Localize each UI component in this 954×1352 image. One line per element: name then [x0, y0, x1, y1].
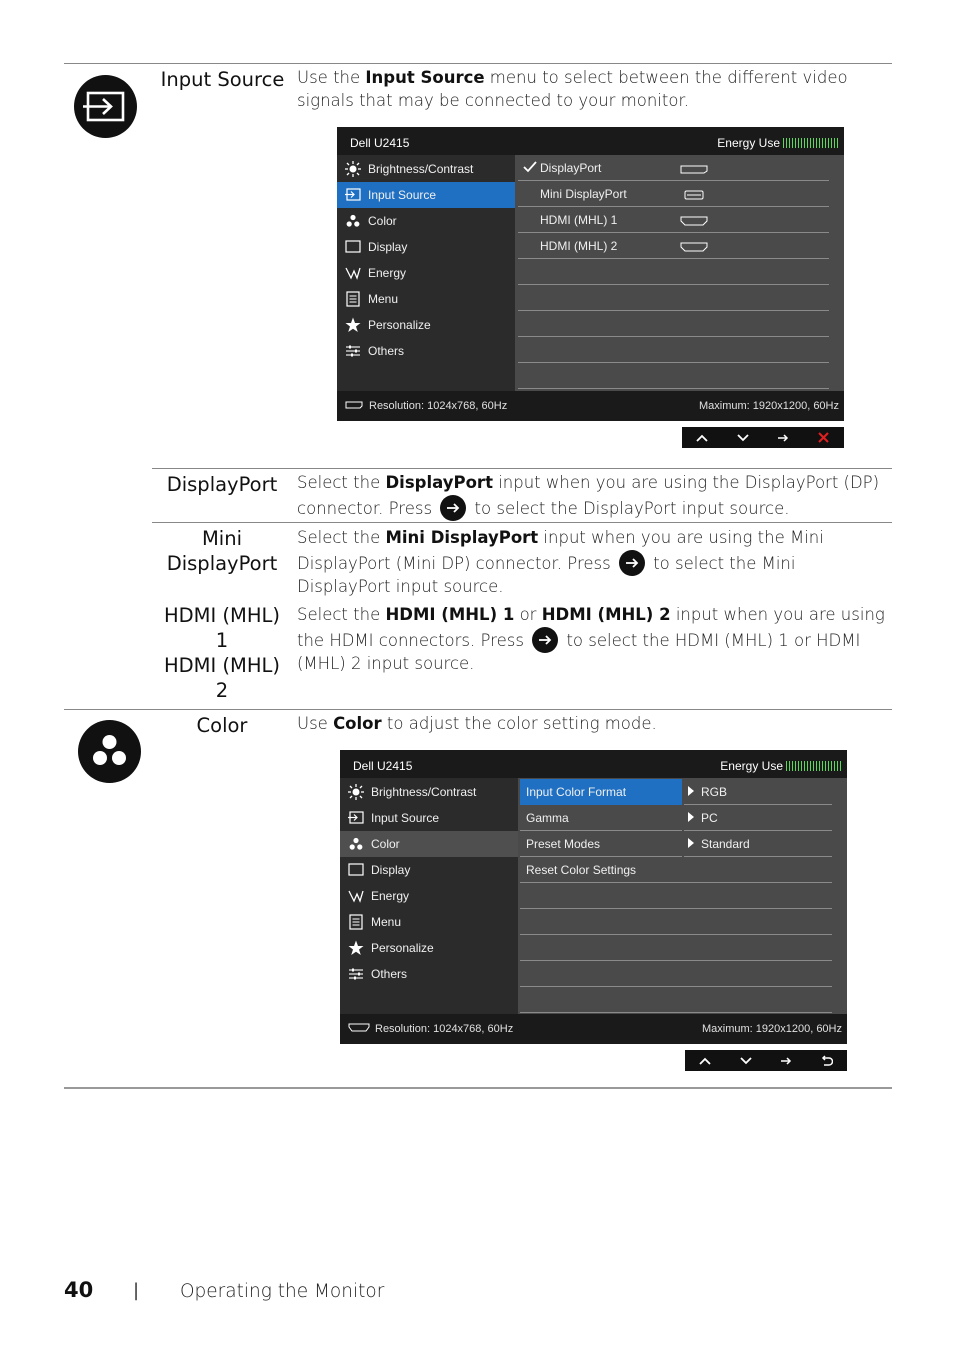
exit-button[interactable]	[804, 427, 845, 448]
osd-menu-brightness[interactable]: Brightness/Contrast	[340, 779, 518, 805]
select-button[interactable]	[766, 1050, 807, 1071]
energy-icon	[345, 265, 361, 281]
input-source-label: Input Source	[160, 68, 285, 91]
osd-empty-row	[520, 909, 832, 935]
arrow-right-icon	[777, 434, 789, 442]
osd-color-screen	[340, 750, 847, 1044]
osd-options	[515, 155, 844, 391]
osd-menu-personalize[interactable]: Personalize	[337, 312, 515, 338]
arrow-right-button-icon	[440, 495, 466, 521]
row-rule	[152, 522, 892, 523]
osd-menu-display[interactable]: Display	[340, 857, 518, 883]
osd-empty-row	[518, 337, 829, 363]
caret-right-icon	[688, 811, 694, 825]
row-rule	[152, 468, 892, 469]
osd-menu-input-source[interactable]: Input Source	[337, 182, 515, 208]
hdmi-connector-icon	[680, 241, 708, 255]
osd-energy-use: Energy Use	[720, 759, 841, 773]
displayport-label: DisplayPort	[166, 473, 278, 496]
connector-icon	[345, 400, 363, 412]
osd-empty-row	[518, 311, 829, 337]
osd-resolution: Resolution: 1024x768, 60Hz	[345, 400, 507, 412]
input-icon	[348, 810, 364, 826]
select-button[interactable]	[763, 427, 804, 448]
osd-menu-others[interactable]: Others	[337, 338, 515, 364]
osd-menu-others[interactable]: Others	[340, 961, 518, 987]
caret-right-icon	[688, 837, 694, 851]
osd-resolution: Resolution: 1024x768, 60Hz	[348, 1023, 513, 1035]
arrow-right-icon	[780, 1057, 792, 1065]
caret-right-icon	[688, 785, 694, 799]
color-label: Color	[196, 714, 248, 737]
energy-icon	[348, 888, 364, 904]
osd-model: Dell U2415	[353, 759, 413, 773]
osd-footer	[337, 391, 844, 421]
footer-separator: |	[133, 1280, 140, 1301]
osd-empty-row	[518, 285, 829, 311]
osd-maximum: Maximum: 1920x1200, 60Hz	[701, 1023, 842, 1035]
input-source-description: Use the Input Source menu to select between the different video signals that may be connected to your monitor.	[297, 68, 848, 110]
back-button[interactable]	[807, 1050, 848, 1071]
color-icon	[78, 720, 141, 783]
top-rule	[64, 63, 892, 64]
hdmi-connector-icon	[348, 1023, 370, 1035]
osd-option-hdmi-2[interactable]: HDMI (MHL) 2	[518, 233, 829, 259]
osd-value-rgb: RGB	[684, 779, 832, 805]
section-title: Operating the Monitor	[180, 1281, 385, 1302]
color-dots-icon	[345, 213, 361, 229]
checkmark-icon	[523, 161, 540, 176]
arrow-right-button-icon	[532, 627, 558, 653]
input-source-icon	[74, 75, 137, 138]
osd-header	[340, 750, 847, 778]
osd-menu-energy[interactable]: Energy	[337, 260, 515, 286]
sun-icon	[345, 161, 361, 177]
section-rule	[64, 709, 892, 710]
osd-menu	[337, 155, 515, 391]
osd-input-source-screen	[337, 127, 844, 421]
displayport-description: Select the DisplayPort input when you are using the DisplayPort (DP) connector. Press to select the DisplayPort input source.	[297, 472, 887, 521]
osd-menu-brightness[interactable]: Brightness/Contrast	[337, 156, 515, 182]
page-number: 40	[64, 1278, 94, 1302]
osd-value-pc: PC	[684, 805, 832, 831]
input-icon	[345, 187, 361, 203]
others-icon	[345, 343, 361, 359]
osd-option-displayport[interactable]: DisplayPort	[518, 155, 829, 181]
menu-icon	[345, 291, 361, 307]
osd-maximum: Maximum: 1920x1200, 60Hz	[698, 400, 839, 412]
osd-nav-buttons	[682, 427, 844, 448]
down-button[interactable]	[723, 427, 764, 448]
mini-displayport-connector-icon	[684, 189, 704, 203]
osd-menu-personalize[interactable]: Personalize	[340, 935, 518, 961]
osd-menu-display[interactable]: Display	[337, 234, 515, 260]
osd-empty-row	[520, 883, 832, 909]
osd-menu-energy[interactable]: Energy	[340, 883, 518, 909]
others-icon	[348, 966, 364, 982]
osd-menu-color[interactable]: Color	[340, 831, 518, 857]
displayport-connector-icon	[680, 163, 708, 177]
osd-model: Dell U2415	[350, 136, 410, 150]
osd-header	[337, 127, 844, 155]
osd-option-reset-color-settings[interactable]: Reset Color Settings	[520, 857, 832, 883]
osd-nav-buttons	[685, 1050, 847, 1071]
display-icon	[348, 862, 364, 878]
back-arrow-icon	[820, 1055, 833, 1067]
color-dots-icon	[348, 836, 364, 852]
star-icon	[345, 317, 361, 333]
chevron-up-icon	[699, 1057, 711, 1065]
up-button[interactable]	[682, 427, 723, 448]
star-icon	[348, 940, 364, 956]
osd-option-hdmi-1[interactable]: HDMI (MHL) 1	[518, 207, 829, 233]
chevron-up-icon	[696, 434, 708, 442]
mini-displayport-label: Mini DisplayPort	[166, 527, 278, 575]
osd-energy-use: Energy Use	[717, 136, 838, 150]
osd-empty-row	[518, 259, 829, 285]
energy-bars-icon	[783, 138, 838, 148]
osd-options	[518, 778, 847, 1014]
osd-empty-row	[520, 935, 832, 961]
osd-empty-row	[520, 961, 832, 987]
chevron-down-icon	[740, 1057, 752, 1065]
energy-bars-icon	[786, 761, 841, 771]
osd-value-standard: Standard	[684, 831, 832, 857]
hdmi-label: HDMI (MHL) 1 HDMI (MHL) 2	[163, 604, 281, 702]
hdmi-description: Select the HDMI (MHL) 1 or HDMI (MHL) 2 input when you are using the HDMI connectors. Press to select the HDMI (MHL) 1 or HDMI (MHL) 2 input source.	[297, 605, 885, 673]
osd-menu-input-source[interactable]: Input Source	[340, 805, 518, 831]
osd-empty-row	[520, 987, 832, 1013]
sun-icon	[348, 784, 364, 800]
menu-icon	[348, 914, 364, 930]
osd-option-input-color-format[interactable]: Input Color Format	[520, 779, 682, 805]
osd-menu-color[interactable]: Color	[337, 208, 515, 234]
display-icon	[345, 239, 361, 255]
osd-footer	[340, 1014, 847, 1044]
osd-menu-menu[interactable]: Menu	[340, 909, 518, 935]
up-button[interactable]	[685, 1050, 726, 1071]
arrow-right-button-icon	[619, 550, 645, 576]
osd-option-preset-modes[interactable]: Preset Modes	[520, 831, 682, 857]
osd-menu-menu[interactable]: Menu	[337, 286, 515, 312]
chevron-down-icon	[737, 434, 749, 442]
color-description: Use Color to adjust the color setting mode.	[297, 714, 657, 733]
close-icon	[818, 432, 829, 443]
hdmi-connector-icon	[680, 215, 708, 229]
osd-menu	[340, 778, 518, 1014]
osd-option-gamma[interactable]: Gamma	[520, 805, 682, 831]
osd-option-mini-displayport[interactable]: Mini DisplayPort	[518, 181, 829, 207]
down-button[interactable]	[726, 1050, 767, 1071]
bottom-rule	[64, 1087, 892, 1089]
mini-displayport-description: Select the Mini DisplayPort input when you are using the Mini DisplayPort (Mini DP) connector. Press to select the Mini DisplayPort input source.	[297, 528, 824, 596]
osd-empty-row	[518, 363, 829, 389]
